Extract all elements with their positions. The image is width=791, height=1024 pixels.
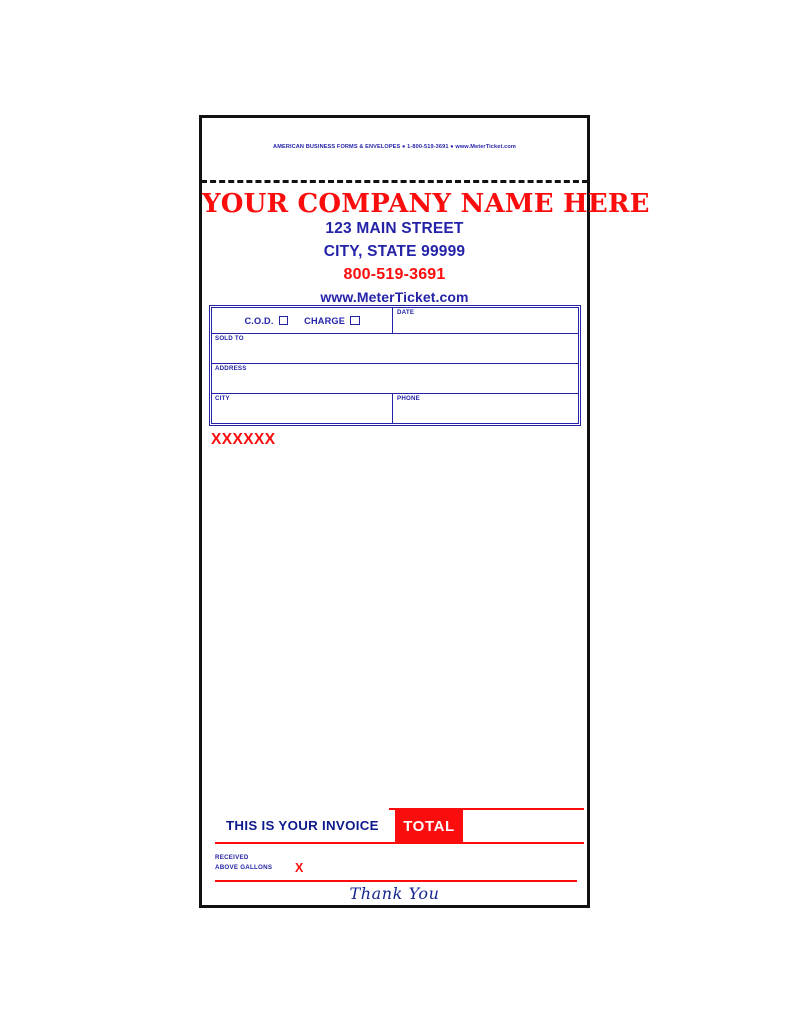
phone-label: PHONE: [397, 395, 420, 402]
terms-and-date-row: [212, 308, 578, 334]
customer-info-box: [209, 305, 581, 426]
sold-to-row: [212, 334, 578, 364]
publisher-imprint-line: AMERICAN BUSINESS FORMS & ENVELOPES ● 1-800-519-3691 ● www.MeterTicket.com: [273, 144, 516, 150]
charge-label: CHARGE: [304, 315, 346, 326]
invoice-ticket-frame: [199, 115, 650, 908]
invoice-caption: THIS IS YOUR INVOICE: [226, 818, 379, 833]
company-city-state-zip: CITY, STATE 99999: [323, 242, 466, 260]
city-phone-divider: [392, 394, 393, 423]
charge-checkbox-icon[interactable]: [350, 316, 360, 326]
company-website: www.MeterTicket.com: [320, 289, 469, 306]
invoice-total-band: [209, 808, 584, 844]
city-and-phone-row: [212, 394, 578, 423]
address-label: ADDRESS: [215, 365, 247, 372]
address-row: [212, 364, 578, 394]
signature-bottom-rule: [215, 880, 577, 882]
total-label: TOTAL: [403, 817, 455, 835]
line-items-placeholder-stamp: XXXXXX: [211, 431, 276, 448]
cod-checkbox-icon[interactable]: [279, 316, 289, 326]
company-phone: 800-519-3691: [343, 266, 446, 284]
terms-date-divider: [392, 308, 393, 333]
city-label: CITY: [215, 395, 230, 402]
total-label-chip: [395, 810, 463, 842]
above-gallons-label: ABOVE GALLONS: [215, 863, 273, 871]
company-street: 123 MAIN STREET: [325, 220, 464, 238]
sold-to-label: SOLD TO: [215, 335, 244, 342]
received-label: RECEIVED: [215, 854, 249, 861]
cod-option[interactable]: [244, 316, 288, 326]
thank-you-message: Thank You: [349, 884, 440, 903]
payment-terms-group: [212, 308, 392, 333]
date-label: DATE: [397, 309, 415, 316]
received-gallons-block: [215, 853, 304, 875]
gallons-signature-mark: X: [295, 861, 304, 875]
perforation-dashed-line: [201, 180, 588, 183]
cod-label: C.O.D.: [244, 315, 274, 326]
company-header-block: [202, 189, 650, 308]
company-name: YOUR COMPANY NAME HERE: [202, 189, 650, 219]
charge-option[interactable]: [304, 316, 359, 326]
total-bottom-rule: [215, 842, 584, 844]
